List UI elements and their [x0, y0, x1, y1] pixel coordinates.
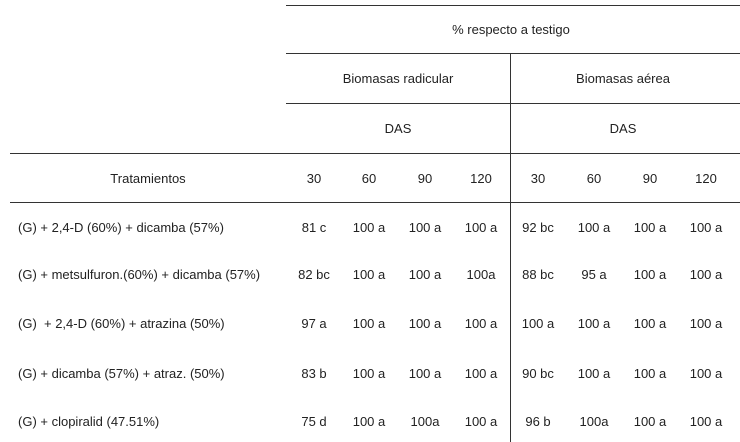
table-cell: 100 a	[689, 220, 723, 235]
table-cell: 100 a	[408, 220, 442, 235]
rule-under-top-header	[286, 53, 740, 54]
table-cell: 100 a	[521, 316, 555, 331]
table-cell: 100 a	[689, 316, 723, 331]
table-cell: 81 c	[301, 220, 327, 235]
table-cell: 100 a	[464, 414, 498, 429]
rule-under-column-header	[10, 202, 740, 203]
column-header-day: 60	[361, 171, 377, 186]
table-cell: 100 a	[633, 414, 667, 429]
table-cell: 96 b	[525, 414, 551, 429]
rule-top	[286, 5, 740, 6]
table-cell: 100 a	[408, 366, 442, 381]
column-header-day: 60	[586, 171, 602, 186]
table-cell: 100 a	[577, 366, 611, 381]
table-cell: 83 b	[301, 366, 327, 381]
table-cell: 88 bc	[522, 267, 554, 282]
table-cell: 100 a	[352, 316, 386, 331]
header-percent-label: % respecto a testigo	[452, 22, 570, 37]
column-header-day: 90	[642, 171, 658, 186]
rule-under-das-header	[10, 153, 740, 154]
table-row-treatment: (G) + metsulfuron.(60%) + dicamba (57%)	[18, 267, 261, 282]
table-cell: 100 a	[633, 316, 667, 331]
table-row-treatment: (G) + 2,4-D (60%) + atrazina (50%)	[18, 316, 225, 331]
table-cell: 100a	[410, 414, 440, 429]
table-cell: 100 a	[577, 316, 611, 331]
table-cell: 100 a	[464, 220, 498, 235]
table-cell: 100 a	[633, 267, 667, 282]
table-row-treatment: (G) + dicamba (57%) + atraz. (50%)	[18, 366, 225, 381]
column-header-day: 30	[530, 171, 546, 186]
column-header-day: 120	[470, 171, 492, 186]
rule-under-group-header	[286, 103, 740, 104]
table-cell: 100 a	[352, 220, 386, 235]
table-cell: 75 d	[301, 414, 327, 429]
table-cell: 100 a	[577, 220, 611, 235]
table-cell: 100 a	[408, 267, 442, 282]
table-cell: 100a	[579, 414, 609, 429]
header-group-aerea: Biomasas aérea	[576, 71, 670, 86]
table-cell: 100 a	[689, 267, 723, 282]
table-cell: 90 bc	[522, 366, 554, 381]
table-cell: 100 a	[352, 414, 386, 429]
table-cell: 95 a	[581, 267, 607, 282]
header-das-aerea: DAS	[609, 121, 637, 136]
header-das-radicular: DAS	[384, 121, 412, 136]
table-cell: 100 a	[352, 267, 386, 282]
table-cell: 97 a	[301, 316, 327, 331]
column-header-treatment: Tratamientos	[110, 171, 186, 186]
table-cell: 100 a	[689, 414, 723, 429]
table-cell: 100 a	[633, 366, 667, 381]
table-cell: 82 bc	[298, 267, 330, 282]
table-cell: 92 bc	[522, 220, 554, 235]
table-row-treatment: (G) + 2,4-D (60%) + dicamba (57%)	[18, 220, 224, 235]
table-cell: 100 a	[633, 220, 667, 235]
column-header-day: 90	[417, 171, 433, 186]
column-header-day: 30	[306, 171, 322, 186]
table-row-treatment: (G) + clopiralid (47.51%)	[18, 414, 160, 429]
table-cell: 100 a	[689, 366, 723, 381]
column-header-day: 120	[695, 171, 717, 186]
table-cell: 100 a	[464, 366, 498, 381]
header-group-radicular: Biomasas radicular	[342, 71, 454, 86]
table-cell: 100 a	[464, 316, 498, 331]
table-cell: 100 a	[408, 316, 442, 331]
table-cell: 100a	[466, 267, 496, 282]
group-divider	[510, 53, 511, 442]
table-cell: 100 a	[352, 366, 386, 381]
